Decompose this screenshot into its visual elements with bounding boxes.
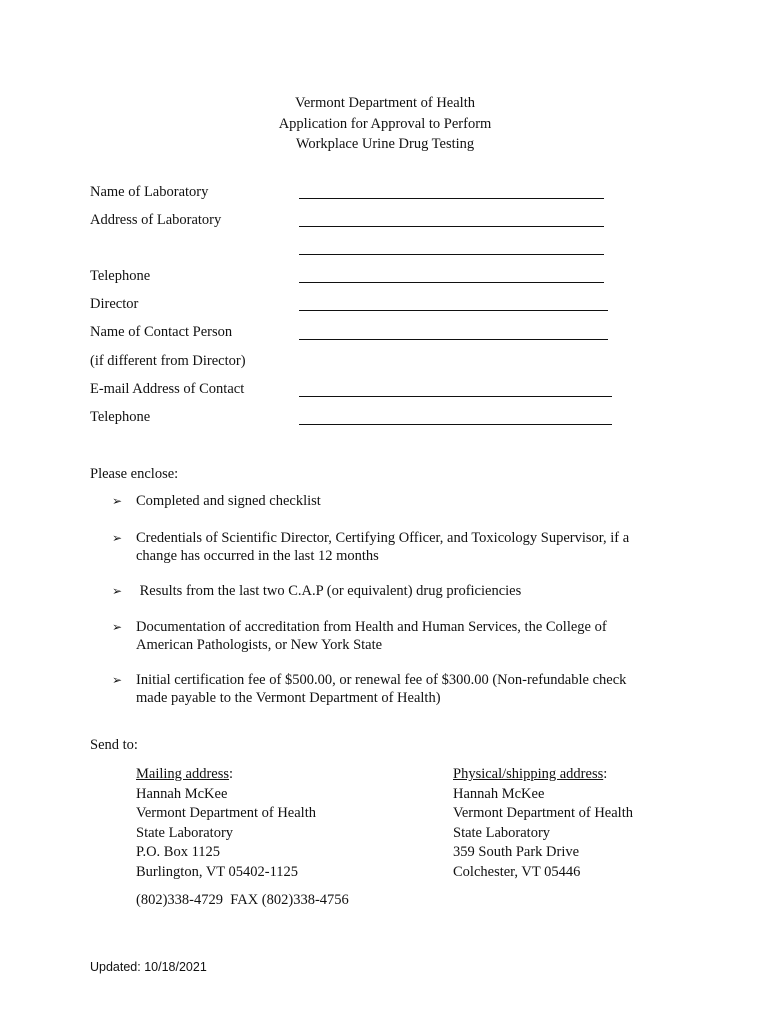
input-director[interactable]: [299, 310, 608, 311]
physical-address-line: State Laboratory: [453, 824, 551, 841]
physical-address-line: Colchester, VT 05446: [453, 863, 581, 880]
document-title: [0, 93, 770, 155]
input-contact-email[interactable]: [299, 396, 612, 397]
label-lab-name: Name of Laboratory: [90, 184, 209, 200]
enclose-item-text: Initial certification fee of $500.00, or renewal fee of $300.00 (Non-refundable check: [136, 672, 627, 688]
send-to-heading: Send to:: [90, 737, 138, 753]
input-contact-person[interactable]: [299, 339, 608, 340]
label-contact-note: (if different from Director): [90, 353, 246, 369]
label-director: Director: [90, 296, 139, 312]
updated-date: Updated: 10/18/2021: [90, 960, 207, 974]
enclose-item-text-cont: made payable to the Vermont Department of Health): [136, 689, 441, 706]
input-lab-name[interactable]: [299, 198, 604, 199]
enclose-item-text: Documentation of accreditation from Health and Human Services, the College of: [136, 619, 607, 635]
mailing-address-line: Vermont Department of Health: [136, 805, 316, 821]
physical-address-title: Physical/shipping address:: [453, 766, 608, 782]
enclose-item-text-cont: American Pathologists, or New York State: [136, 636, 383, 653]
enclose-item-text-cont: change has occurred in the last 12 months: [136, 547, 379, 564]
mailing-address-line: Hannah McKee: [136, 785, 228, 802]
mailing-address-line: State Laboratory: [136, 824, 234, 841]
label-lab-telephone: Telephone: [90, 268, 151, 284]
enclose-heading: Please enclose:: [90, 466, 179, 482]
phone-fax: (802)338-4729 FAX (802)338-4756: [136, 892, 349, 908]
title-line-testing: Workplace Urine Drug Testing: [295, 136, 475, 152]
enclose-item-text: Completed and signed checklist: [136, 493, 321, 509]
input-lab-address-line1[interactable]: [299, 226, 604, 227]
physical-address-line: Vermont Department of Health: [453, 805, 633, 821]
enclose-item-text: Results from the last two C.A.P (or equivalent) drug proficiencies: [136, 583, 522, 599]
enclose-item-text: Credentials of Scientific Director, Certifying Officer, and Toxicology Supervisor, if a: [136, 530, 630, 546]
mailing-address-title-text: Mailing address: [136, 766, 230, 782]
mailing-address-title: Mailing address:: [136, 766, 234, 782]
arrow-bullet-icon: ➢: [112, 531, 123, 545]
arrow-bullet-icon: ➢: [112, 673, 123, 687]
input-contact-telephone[interactable]: [299, 424, 612, 425]
physical-address-line: Hannah McKee: [453, 785, 545, 802]
arrow-bullet-icon: ➢: [112, 620, 123, 634]
physical-address-block: [453, 765, 633, 882]
physical-address-line: 359 South Park Drive: [453, 844, 580, 860]
label-contact-person: Name of Contact Person: [90, 324, 233, 340]
arrow-bullet-icon: ➢: [112, 584, 123, 598]
label-lab-address: Address of Laboratory: [90, 212, 222, 228]
label-contact-telephone: Telephone: [90, 409, 151, 425]
label-contact-email: E-mail Address of Contact: [90, 381, 245, 397]
input-lab-address-line2[interactable]: [299, 254, 604, 255]
mailing-address-block: [136, 765, 316, 882]
input-lab-telephone[interactable]: [299, 282, 604, 283]
title-line-application: Application for Approval to Perform: [278, 115, 492, 132]
physical-address-title-text: Physical/shipping address: [453, 766, 604, 782]
mailing-address-line: Burlington, VT 05402-1125: [136, 863, 299, 880]
title-line-agency: Vermont Department of Health: [295, 95, 475, 111]
mailing-address-line: P.O. Box 1125: [136, 844, 221, 860]
arrow-bullet-icon: ➢: [112, 494, 123, 508]
